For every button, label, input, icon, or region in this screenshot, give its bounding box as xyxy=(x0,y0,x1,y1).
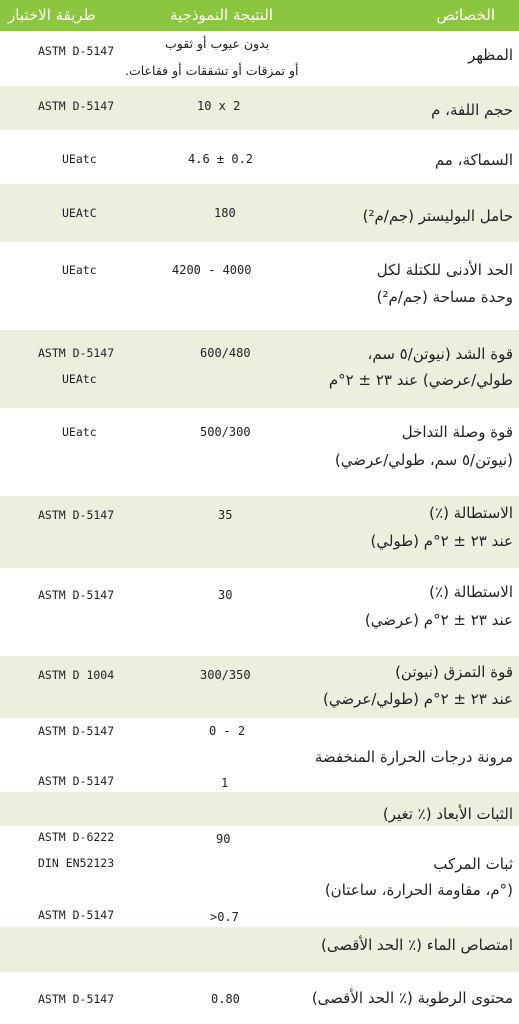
test-method: UEAtC xyxy=(62,206,97,220)
header-test-method: طريقة الاختبار xyxy=(8,6,96,24)
test-method-line2: DIN EN52123 xyxy=(38,856,115,870)
table-header xyxy=(0,0,519,31)
test-method: ASTM D 1004 xyxy=(38,668,115,682)
table-row xyxy=(0,31,519,86)
result-value: >0.7 xyxy=(210,910,239,924)
property-name: السماكة، مم xyxy=(434,151,513,169)
property-name-line2: عند ٢٣ ± ٢°م (عرضي) xyxy=(364,611,513,629)
result-value: 1 xyxy=(221,776,229,790)
result-value: 35 xyxy=(218,508,233,522)
table-row xyxy=(0,86,519,130)
result-value: بدون عيوب أو ثقوب xyxy=(165,36,270,51)
property-name: الاستطالة (٪) xyxy=(429,504,513,522)
table-row xyxy=(0,656,519,718)
header-properties: الخصائص xyxy=(436,6,495,24)
table-row xyxy=(0,496,519,568)
test-method: ASTM D-5147 xyxy=(38,774,115,788)
result-value: 300/350 xyxy=(200,668,251,682)
result-value: 10 x 2 xyxy=(197,99,241,113)
property-name: امتصاص الماء (٪ الحد الأقصى) xyxy=(320,936,513,954)
table-row xyxy=(0,972,519,1024)
table-row xyxy=(0,408,519,496)
table-row xyxy=(0,927,519,972)
header-typical-result: النتيجة النموذجية xyxy=(170,6,274,24)
test-method: ASTM D-5147 xyxy=(38,44,115,58)
property-name-line2: عند ٢٣ ± ٢°م (طولي/عرضي) xyxy=(323,690,513,708)
property-name: قوة الشد (نيوتن/٥ سم، xyxy=(367,345,513,363)
test-method: UEatc xyxy=(62,425,97,439)
property-name: قوة التمزق (نيوتن) xyxy=(395,663,513,681)
property-name: مرونة درجات الحرارة المنخفضة xyxy=(314,748,513,766)
test-method: ASTM D-5147 xyxy=(38,346,115,360)
property-name: محتوى الرطوبة (٪ الحد الأقصى) xyxy=(311,989,513,1007)
property-name: حامل البوليستر (جم/م²) xyxy=(362,207,513,225)
property-name-line2: (نيوتن/٥ سم، طولي/عرضي) xyxy=(334,451,513,469)
result-value: 500/300 xyxy=(200,425,251,439)
property-name: الحد الأدنى للكتلة لكل xyxy=(376,261,513,279)
table-row xyxy=(0,826,519,907)
property-name-line2: عند ٢٣ ± ٢°م (طولي) xyxy=(370,532,513,550)
property-name-line2: طولي/عرضي) عند ٢٣ ± ٢°م xyxy=(328,371,513,389)
result-value: 0 - 2 xyxy=(209,724,246,738)
test-method: UEatc xyxy=(62,263,97,277)
test-method: ASTM D-5147 xyxy=(38,99,115,113)
property-name: ثبات المركب xyxy=(433,855,513,873)
test-method: ASTM D-5147 xyxy=(38,992,115,1006)
test-method: ASTM D-6222 xyxy=(38,830,115,844)
test-method: UEatc xyxy=(62,152,97,166)
property-name-line2: (°م، مقاومة الحرارة، ساعتان) xyxy=(324,881,513,899)
table-row xyxy=(0,330,519,408)
test-method: ASTM D-5147 xyxy=(38,588,115,602)
property-name: الثبات الأبعاد (٪ تغير) xyxy=(382,805,513,823)
result-value: 4.6 ± 0.2 xyxy=(188,152,254,166)
result-value: 600/480 xyxy=(200,346,251,360)
table-row xyxy=(0,718,519,772)
result-value: 4200 - 4000 xyxy=(172,263,252,277)
table-row xyxy=(0,184,519,242)
property-name-line2: وحدة مساحة (جم/م²) xyxy=(376,288,513,306)
test-method: ASTM D-5147 xyxy=(38,508,115,522)
table-row xyxy=(0,792,519,826)
test-method: ASTM D-5147 xyxy=(38,908,115,922)
table-row xyxy=(0,772,519,792)
property-name: الاستطالة (٪) xyxy=(429,583,513,601)
property-name: قوة وصلة التداخل xyxy=(401,423,513,441)
table-row xyxy=(0,242,519,330)
table-row xyxy=(0,568,519,656)
property-name: المظهر xyxy=(468,46,513,64)
result-value: 180 xyxy=(214,206,236,220)
result-value: 30 xyxy=(218,588,233,602)
table-row xyxy=(0,130,519,184)
result-value: 90 xyxy=(216,832,231,846)
test-method: ASTM D-5147 xyxy=(38,724,115,738)
test-method-line2: UEAtc xyxy=(62,372,97,386)
result-value: 0.80 xyxy=(211,992,240,1006)
property-name: حجم اللفة، م xyxy=(431,101,513,119)
table-row xyxy=(0,907,519,927)
result-value-line2: أو تمزقات أو تشققات أو فقاعات. xyxy=(125,63,299,78)
